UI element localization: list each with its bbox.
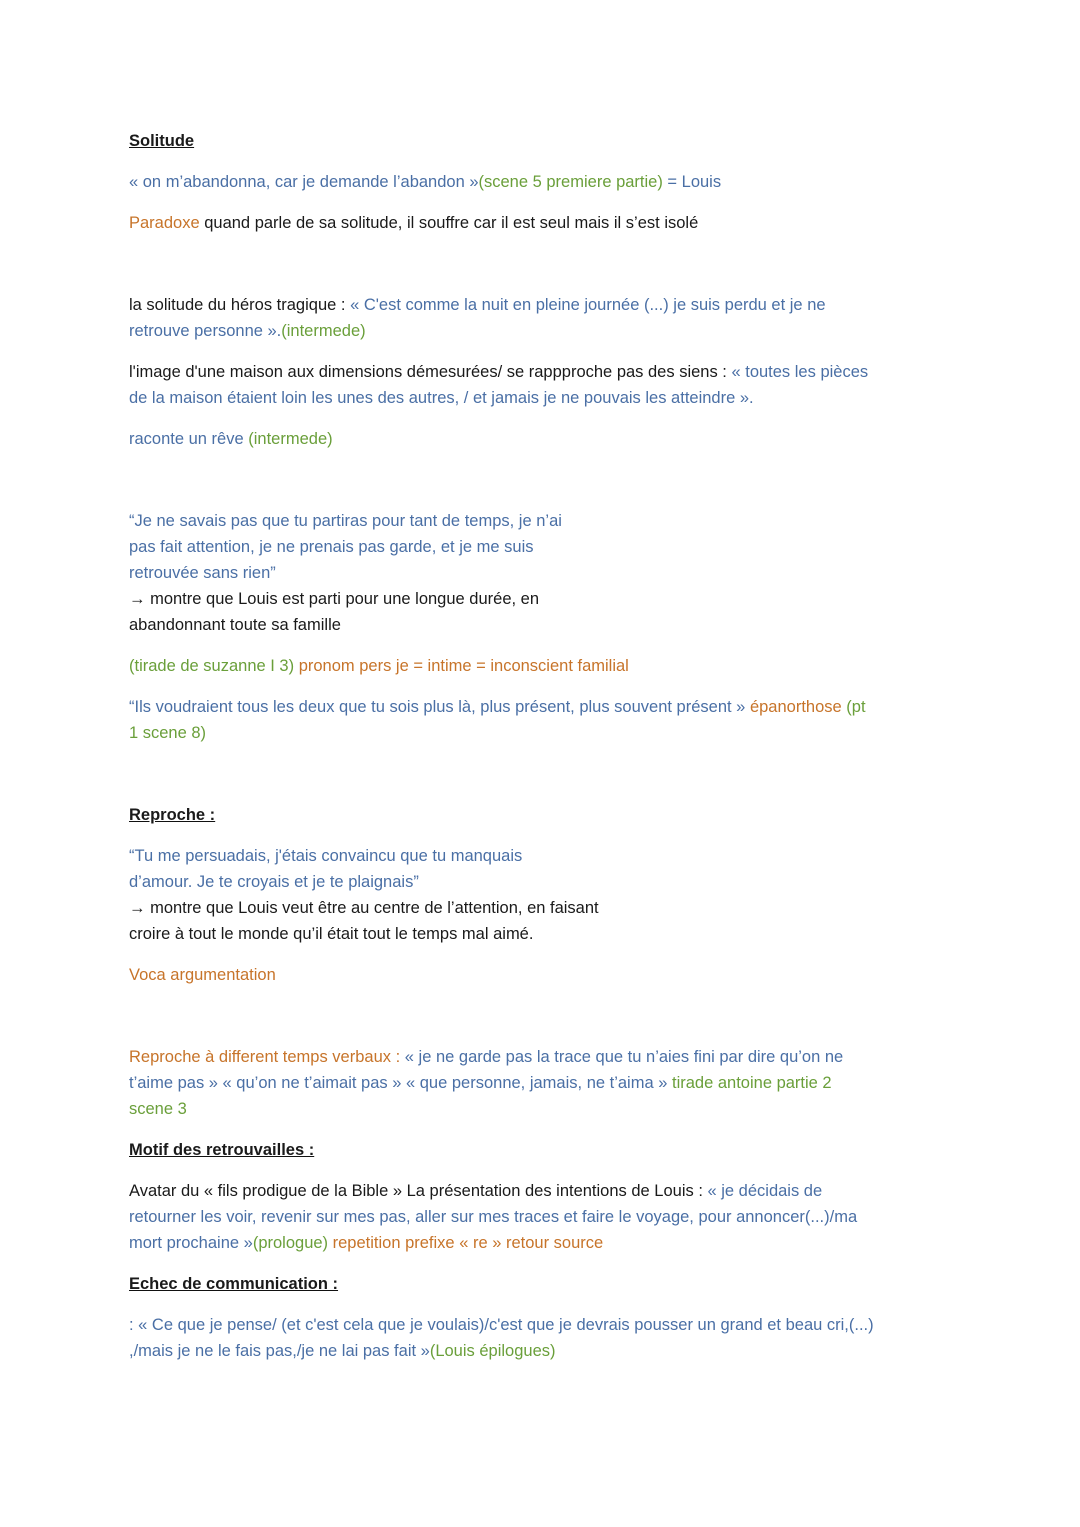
text-segment: pas fait attention, je ne prenais pas garde, et je me suis: [129, 538, 534, 556]
text-segment: scene 3: [129, 1100, 187, 1118]
text-segment: Echec de communication :: [129, 1275, 339, 1293]
text-line: [129, 589, 539, 609]
text-line: [129, 656, 629, 676]
text-segment: → montre que Louis est parti pour une longue durée, en: [129, 590, 540, 608]
text-segment: mort prochaine »: [129, 1234, 253, 1252]
text-segment: Paradoxe: [129, 214, 200, 232]
text-segment: (Louis épilogues): [429, 1342, 556, 1360]
text-segment: (prologue): [252, 1234, 333, 1252]
text-line: [129, 213, 698, 233]
text-segment: d’amour. Je te croyais et je te plaignais”: [129, 873, 419, 891]
text-segment: retourner les voir, revenir sur mes pas, aller sur mes traces et faire le voyage, pour annoncer(...)/ma: [129, 1208, 858, 1226]
text-line: [129, 965, 276, 985]
text-segment: Motif des retrouvailles :: [129, 1141, 315, 1159]
text-segment: “Tu me persuadais, j'étais convaincu que tu manquais: [129, 847, 523, 865]
text-segment: (scene 5 premiere partie): [478, 173, 663, 191]
text-segment: 1 scene 8): [129, 724, 207, 742]
text-line: [129, 1341, 556, 1361]
text-line: [129, 723, 206, 743]
text-line: [129, 615, 341, 635]
text-segment: t’aime pas » « qu’on ne t’aimait pas » « que personne, jamais, ne t’aima »: [129, 1074, 672, 1092]
text-segment: la solitude du héros tragique :: [129, 296, 351, 314]
text-line: [129, 563, 276, 583]
text-line: [129, 697, 866, 717]
text-segment: (pt: [846, 698, 866, 716]
text-line: [129, 1099, 187, 1119]
text-segment: « toutes les pièces: [731, 363, 869, 381]
text-line: [129, 537, 534, 557]
text-line: [129, 172, 721, 192]
section-heading: [129, 1274, 338, 1294]
text-segment: (intermede): [281, 322, 366, 340]
text-line: [129, 362, 868, 382]
text-segment: « on m’abandonna, car je demande l’abandon »: [129, 173, 479, 191]
text-line: [129, 511, 562, 531]
text-line: [129, 846, 522, 866]
text-segment: retrouve personne ».: [129, 322, 282, 340]
text-segment: : « Ce que je pense/ (et c'est cela que je voulais)/c'est que je devrais pousser un grand et beau cri,(...): [129, 1316, 874, 1334]
text-segment: = Louis: [662, 173, 722, 191]
text-segment: → montre que Louis veut être au centre de l’attention, en faisant: [129, 899, 599, 917]
text-segment: retrouvée sans rien”: [129, 564, 276, 582]
text-segment: (tirade de suzanne I 3): [129, 657, 299, 675]
text-segment: de la maison étaient loin les unes des autres, / et jamais je ne pouvais les atteindre ».: [129, 389, 754, 407]
text-segment: (intermede): [248, 430, 333, 448]
text-line: [129, 1315, 874, 1335]
text-line: [129, 1047, 843, 1067]
text-segment: croire à tout le monde qu’il était tout le temps mal aimé.: [129, 925, 534, 943]
section-heading: [129, 131, 194, 151]
text-segment: “Ils voudraient tous les deux que tu sois plus là, plus présent, plus souvent présent »: [129, 698, 750, 716]
text-segment: pronom pers je = intime = inconscient familial: [298, 657, 629, 675]
text-line: [129, 429, 333, 449]
text-segment: “Je ne savais pas que tu partiras pour tant de temps, je n’ai: [129, 512, 562, 530]
text-segment: « C'est comme la nuit en pleine journée (...) je suis perdu et je ne: [350, 296, 826, 314]
text-line: [129, 1233, 603, 1253]
text-line: [129, 1207, 857, 1227]
text-segment: Reproche :: [129, 806, 216, 824]
text-segment: tirade antoine partie 2: [672, 1074, 832, 1092]
text-segment: abandonnant toute sa famille: [129, 616, 341, 634]
text-line: [129, 924, 533, 944]
text-line: [129, 872, 419, 892]
text-segment: repetition prefixe « re » retour source: [332, 1234, 604, 1252]
text-segment: Reproche à different temps verbaux :: [129, 1048, 405, 1066]
text-segment: l'image d'une maison aux dimensions démesurées/ se rappproche pas des siens :: [129, 363, 732, 381]
text-line: [129, 1181, 822, 1201]
section-heading: [129, 1140, 314, 1160]
text-line: [129, 388, 754, 408]
section-heading: [129, 805, 215, 825]
text-segment: « je ne garde pas la trace que tu n’aies fini par dire qu’on ne: [404, 1048, 844, 1066]
text-segment: Voca argumentation: [129, 966, 276, 984]
text-segment: quand parle de sa solitude, il souffre car il est seul mais il s’est isolé: [199, 214, 699, 232]
text-line: [129, 321, 366, 341]
text-line: [129, 295, 826, 315]
text-segment: ,/mais je ne le fais pas,/je ne lai pas fait »: [129, 1342, 430, 1360]
text-line: [129, 898, 599, 918]
text-line: [129, 1073, 832, 1093]
text-segment: « je décidais de: [707, 1182, 823, 1200]
text-segment: épanorthose: [749, 698, 847, 716]
text-segment: raconte un rêve: [129, 430, 249, 448]
text-segment: Solitude: [129, 132, 195, 150]
text-segment: Avatar du « fils prodigue de la Bible » La présentation des intentions de Louis :: [129, 1182, 708, 1200]
